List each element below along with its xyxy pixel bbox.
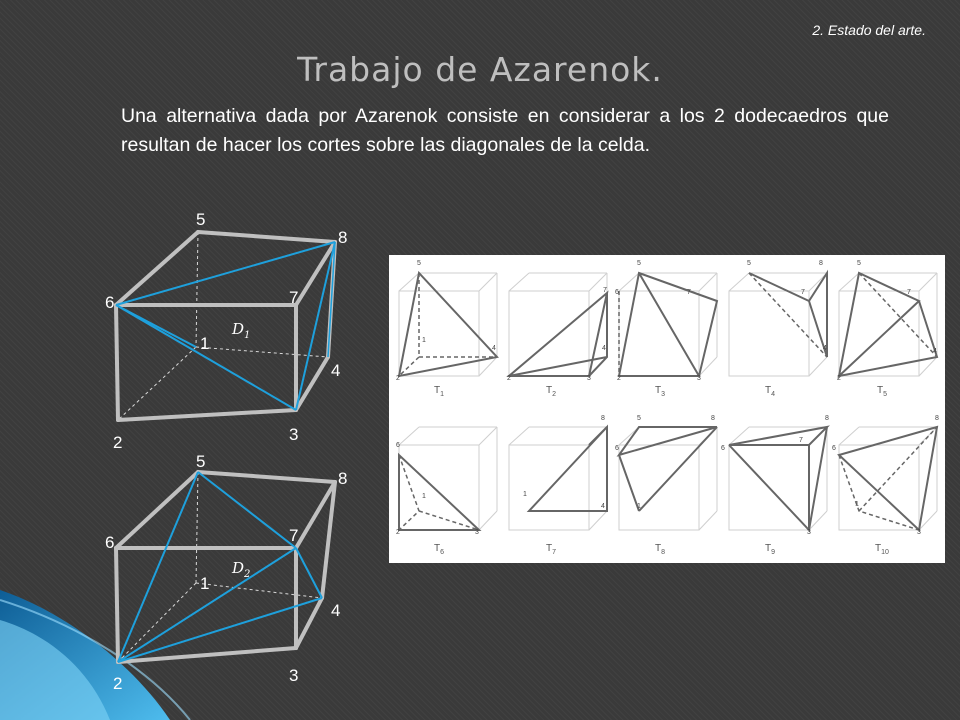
diagonal-letter: D [232,559,245,577]
tetra-subscript: 1 [440,391,445,398]
tetra-name-t1 [434,385,444,398]
tetra-name-t2 [546,385,556,398]
tetra-subscript: 9 [771,549,776,556]
table-vertex-label: 4 [492,345,496,352]
tetra-letter: T [655,385,662,396]
diagonal-subscript: 2 [244,569,251,580]
tetra-subscript: 8 [661,549,666,556]
table-vertex-label: 5 [637,415,641,422]
tetra-letter: T [434,543,441,554]
tetra-letter: T [877,385,884,396]
vertex-label: 6 [105,293,115,312]
table-vertex-label: 3 [475,529,479,536]
table-vertex-label: 6 [615,445,619,452]
vertex-label: 2 [113,433,123,452]
table-vertex-label: 8 [935,415,939,422]
vertex-label: 6 [105,533,115,552]
table-vertex-label: 1 [523,491,527,498]
table-vertex-label: 4 [933,348,937,355]
vertex-label: 8 [338,469,348,488]
table-vertex-label: 2 [617,375,621,382]
vertex-label: 1 [200,334,210,353]
table-vertex-label: 1 [637,503,641,510]
tetra-letter: T [546,385,553,396]
diagonal-letter: D [232,320,245,338]
diagonal-subscript: 1 [244,330,251,341]
table-vertex-label: 1 [422,493,426,500]
table-vertex-label: 2 [507,375,511,382]
vertex-label: 5 [196,452,206,471]
table-vertex-label: 6 [615,289,619,296]
vertex-label: 1 [200,574,210,593]
tetra-name-t3 [655,385,665,398]
vertex-label: 7 [289,288,299,307]
table-vertex-label: 4 [602,345,606,352]
tetra-name-t10 [875,543,889,556]
vertex-label: 4 [331,601,341,620]
tetra-name-t4 [765,385,775,398]
tetrahedra-drawings [389,255,945,563]
table-vertex-label: 6 [721,445,725,452]
table-vertex-label: 4 [601,503,605,510]
tetra-name-t8 [655,543,665,556]
slide-title: Trabajo de Azarenok. [297,50,663,89]
vertex-label: 4 [331,361,341,380]
table-vertex-label: 3 [807,529,811,536]
table-vertex-label: 8 [711,415,715,422]
table-vertex-label: 1 [422,337,426,344]
vertex-label: 2 [113,674,123,693]
tetrahedra-table-figure [389,255,945,563]
table-vertex-label: 5 [637,260,641,267]
table-vertex-label: 5 [417,260,421,267]
table-vertex-label: 2 [396,375,400,382]
table-vertex-label: 7 [799,437,803,444]
table-vertex-label: 7 [907,289,911,296]
tetra-name-t6 [434,543,444,556]
tetra-subscript: 10 [881,549,889,556]
vertex-label: 3 [289,425,299,444]
vertex-label: 7 [289,526,299,545]
tetra-letter: T [655,543,662,554]
table-vertex-label: 3 [697,375,701,382]
tetra-letter: T [875,543,882,554]
tetra-subscript: 7 [552,549,557,556]
table-vertex-label: 4 [823,345,827,352]
table-vertex-label: 3 [917,529,921,536]
table-vertex-label: 5 [747,260,751,267]
tetra-name-t5 [877,385,887,398]
vertex-label: 5 [196,210,206,229]
diagonal-label-d2 [232,559,250,580]
table-vertex-label: 8 [601,415,605,422]
table-vertex-label: 1 [855,501,859,508]
tetra-subscript: 5 [883,391,888,398]
tetra-name-t7 [546,543,556,556]
tetra-subscript: 2 [552,391,557,398]
table-vertex-label: 7 [687,289,691,296]
tetra-letter: T [765,385,772,396]
table-vertex-label: 8 [819,260,823,267]
tetra-letter: T [546,543,553,554]
vertex-label: 3 [289,666,299,685]
table-vertex-label: 7 [801,289,805,296]
tetra-name-t9 [765,543,775,556]
table-vertex-label: 7 [603,287,607,294]
table-vertex-label: 3 [587,375,591,382]
tetra-subscript: 3 [661,391,666,398]
table-vertex-label: 2 [837,375,841,382]
body-paragraph: Una alternativa dada por Azarenok consiste en considerar a los 2 dodecaedros que resultan de hacer los cortes sobre las diagonales de la celda. [121,105,889,156]
table-vertex-label: 2 [396,529,400,536]
tetra-subscript: 6 [440,549,445,556]
vertex-label: 8 [338,228,348,247]
section-label: 2. Estado del arte. [812,22,926,38]
tetra-letter: T [434,385,441,396]
table-vertex-label: 5 [857,260,861,267]
table-vertex-label: 6 [396,442,400,449]
tetra-subscript: 4 [771,391,776,398]
table-vertex-label: 8 [825,415,829,422]
table-vertex-label: 6 [832,445,836,452]
tetra-letter: T [765,543,772,554]
